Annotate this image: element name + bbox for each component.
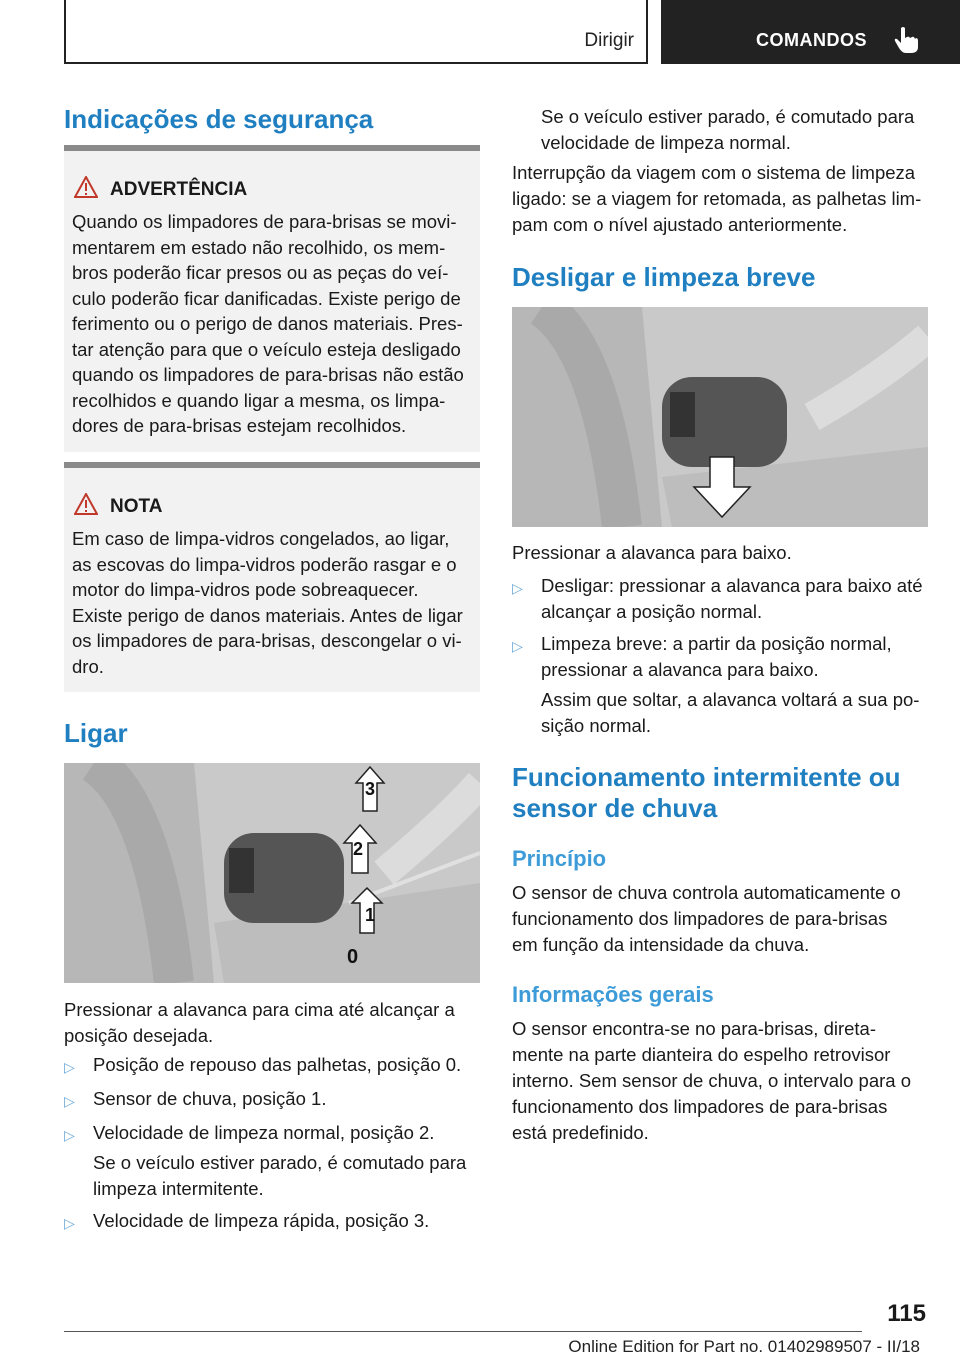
note-box bbox=[64, 462, 480, 692]
position-label-1: 1 bbox=[365, 905, 376, 925]
warning-text: Quando os limpadores de para-brisas se movi- mentarem em estado não recolhido, os mem- bros poderão ficar presos ou as peças do veí- culo poderão ficar danificadas. Existe perigo de ferimento ou o perigo de danos materiais. Pres- tar atenção para que o veículo esteja desligado quando os limpadores de para-brisas não estão recolhidos e quando ligar a mesma, os limpa- dores de para-brisas estejam recolhidos. bbox=[72, 211, 464, 436]
warning-triangle-icon bbox=[74, 493, 98, 515]
lever-down-figure bbox=[512, 307, 928, 527]
lever-up-figure bbox=[64, 763, 480, 983]
header-chapter-label: COMANDOS bbox=[756, 30, 867, 50]
principio-text: O sensor de chuva controla automaticamente o funcionamento dos limpadores de para-brisas em função da intensidade da chuva. bbox=[512, 882, 901, 955]
position-label-3: 3 bbox=[365, 779, 376, 799]
desligar-intro: Pressionar a alavanca para baixo. bbox=[512, 542, 792, 563]
header-section-label: Dirigir bbox=[584, 30, 634, 51]
footer-edition: Online Edition for Part no. 01402989507 - II/18 bbox=[568, 1337, 920, 1356]
footer-divider bbox=[64, 1331, 862, 1332]
desligar-heading: Desligar e limpeza breve bbox=[512, 262, 816, 292]
list-item-subtext: Se o veículo estiver parado, é comutado para limpeza intermitente. bbox=[93, 1152, 467, 1199]
position-label-2: 2 bbox=[353, 839, 364, 859]
warning-box bbox=[64, 145, 480, 452]
pointing-hand-icon bbox=[894, 26, 920, 54]
warning-title: ADVERTÊNCIA bbox=[110, 179, 248, 200]
interruption-text: Interrupção da viagem com o sistema de limpeza ligado: se a viagem for retomada, as palhetas lim- pam com o nível ajustado anteriormente. bbox=[512, 162, 922, 235]
header-chapter-tab bbox=[661, 0, 960, 64]
note-title: NOTA bbox=[110, 496, 163, 517]
list-item-subtext: Assim que soltar, a alavanca voltará a sua po- sição normal. bbox=[541, 689, 920, 736]
intermittent-heading: Funcionamento intermitente ou sensor de chuva bbox=[512, 762, 901, 823]
ligar-heading: Ligar bbox=[64, 718, 128, 748]
ligar-intro: Pressionar a alavanca para cima até alcançar a posição desejada. bbox=[64, 999, 455, 1046]
header-section-tab bbox=[64, 0, 648, 64]
note-text: Em caso de limpa-vidros congelados, ao ligar, as escovas do limpa-vidros poderão rasgar e o motor do limpa-vidros pode sobreaquecer. Existe perigo de danos materiais. Antes de ligar os limpadores de para-brisas, descongelar o vi- dro. bbox=[72, 528, 463, 677]
principio-heading: Princípio bbox=[512, 846, 607, 871]
info-text: O sensor encontra-se no para-brisas, direta- mente na parte dianteira do espelho retrovisor interno. Sem sensor de chuva, o intervalo para o funcionamento dos limpadores de para-brisas está predefinido. bbox=[512, 1018, 912, 1143]
position-label-0: 0 bbox=[347, 946, 359, 968]
safety-heading: Indicações de segurança bbox=[64, 104, 374, 134]
info-heading: Informações gerais bbox=[512, 982, 714, 1007]
continued-text: Se o veículo estiver parado, é comutado para velocidade de limpeza normal. bbox=[541, 106, 915, 153]
page-number: 115 bbox=[887, 1300, 926, 1327]
warning-triangle-icon bbox=[74, 176, 98, 198]
